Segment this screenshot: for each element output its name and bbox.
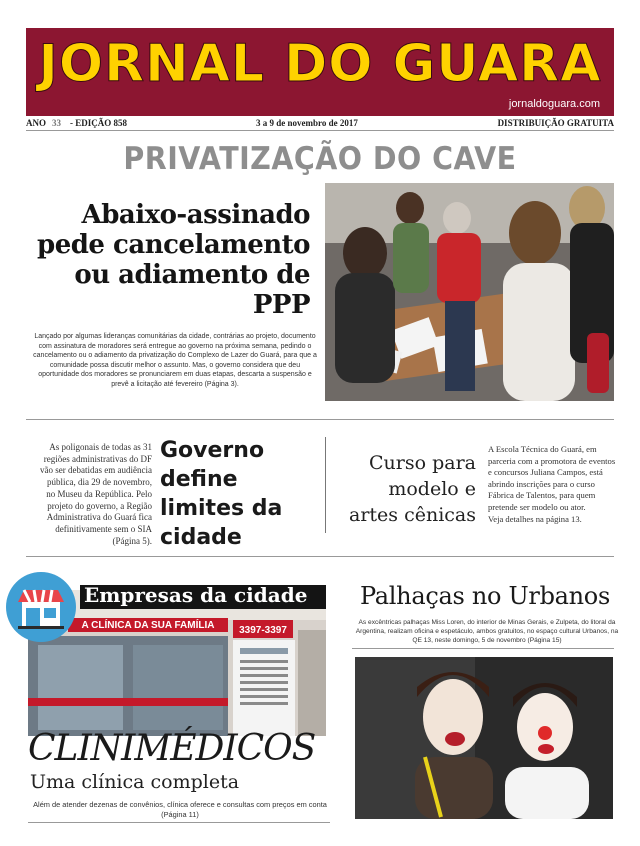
lead-kicker: PRIVATIZAÇÃO DO CAVE [123, 141, 517, 177]
site-url[interactable]: jornaldoguara.com [508, 98, 600, 110]
story3-more[interactable]: Veja detalhes na página 13. [488, 513, 582, 524]
lead-body: Lançado por algumas lideranças comunitárias da cidade, contrárias ao projeto, documento com assinatura de moradores será entregue ao governo na próxima semana, pedindo o cancelamento ou o adiamento da privatização do Complexo de Lazer do Guará, para que a comunidade possa discutir melhor o assunto. Mas, o governo considera que deu oportunidade dos moradores se pronunciarem em duas etapas, descarta a suspensão e prevê a licitação até fevereiro (Página 3). [33, 333, 317, 388]
edition-number: - EDIÇÃO 858 [70, 118, 128, 128]
clinic-subtitle: Uma clínica completa [30, 771, 240, 793]
story3-column [488, 444, 616, 525]
divider [26, 556, 614, 557]
storefront-icon [6, 572, 76, 642]
clowns-body: As excêntricas palhaças Miss Loren, do interior de Minas Gerais, e Zulpeta, do litoral da Argentina, realizam oficina e espetáculo, ambos gratuitos, no espaço cultural Urbanos, na QE 13, neste domingo, 5 de novembro (Página 15) [355, 619, 619, 644]
clowns-photo [355, 657, 613, 819]
ano-value: 33 [52, 118, 61, 128]
lead-headline[interactable]: Abaixo-assinado pede cancelamento ou adiamento de PPP [37, 200, 310, 320]
masthead [26, 28, 614, 116]
divider [26, 130, 614, 131]
edition-bar [26, 117, 614, 131]
story3-headline[interactable]: Curso para modelo e artes cênicas [349, 452, 476, 526]
story3-body: A Escola Técnica do Guará, em parceria com a promotora de eventos e concursos Juliana Campos, está abrindo inscrições para o curso Fábrica de Talentos, para quem pretende ser modelo ou ator. [488, 444, 616, 512]
ano-label: ANO [26, 118, 46, 128]
column-divider [325, 437, 326, 533]
divider [26, 419, 614, 420]
lead-photo [325, 183, 614, 401]
story2-body: As poligonais de todas as 31 regiões administrativas do DF vão ser debatidas em audiência pública, dia 29 de novembro, no Museu da República. Pelo projeto do governo, a Região Administrativa do Guará fica definitivamente sem o SIA (Página 5). [40, 442, 152, 546]
clowns-headline[interactable]: Palhaças no Urbanos [360, 582, 610, 610]
divider [352, 648, 614, 649]
clinic-body: Além de atender dezenas de convênios, clínica oferece e consultas com preços em conta (Página 11) [33, 800, 327, 819]
distribution-note: DISTRIBUIÇÃO GRATUITA [497, 118, 614, 128]
story2-headline[interactable]: Governo define limites da cidade [160, 438, 283, 550]
section-banner-title: Empresas da cidade [84, 583, 308, 607]
newspaper-title: JORNAL DO GUARA [38, 34, 602, 94]
edition-date: 3 a 9 de novembro de 2017 [256, 118, 358, 128]
clinic-name[interactable]: CLINIMÉDICOS [28, 728, 316, 769]
storefront-sign: A CLÍNICA DA SUA FAMÍLIA [81, 620, 215, 631]
divider [28, 822, 330, 823]
storefront-phone: 3397-3397 [239, 625, 287, 636]
